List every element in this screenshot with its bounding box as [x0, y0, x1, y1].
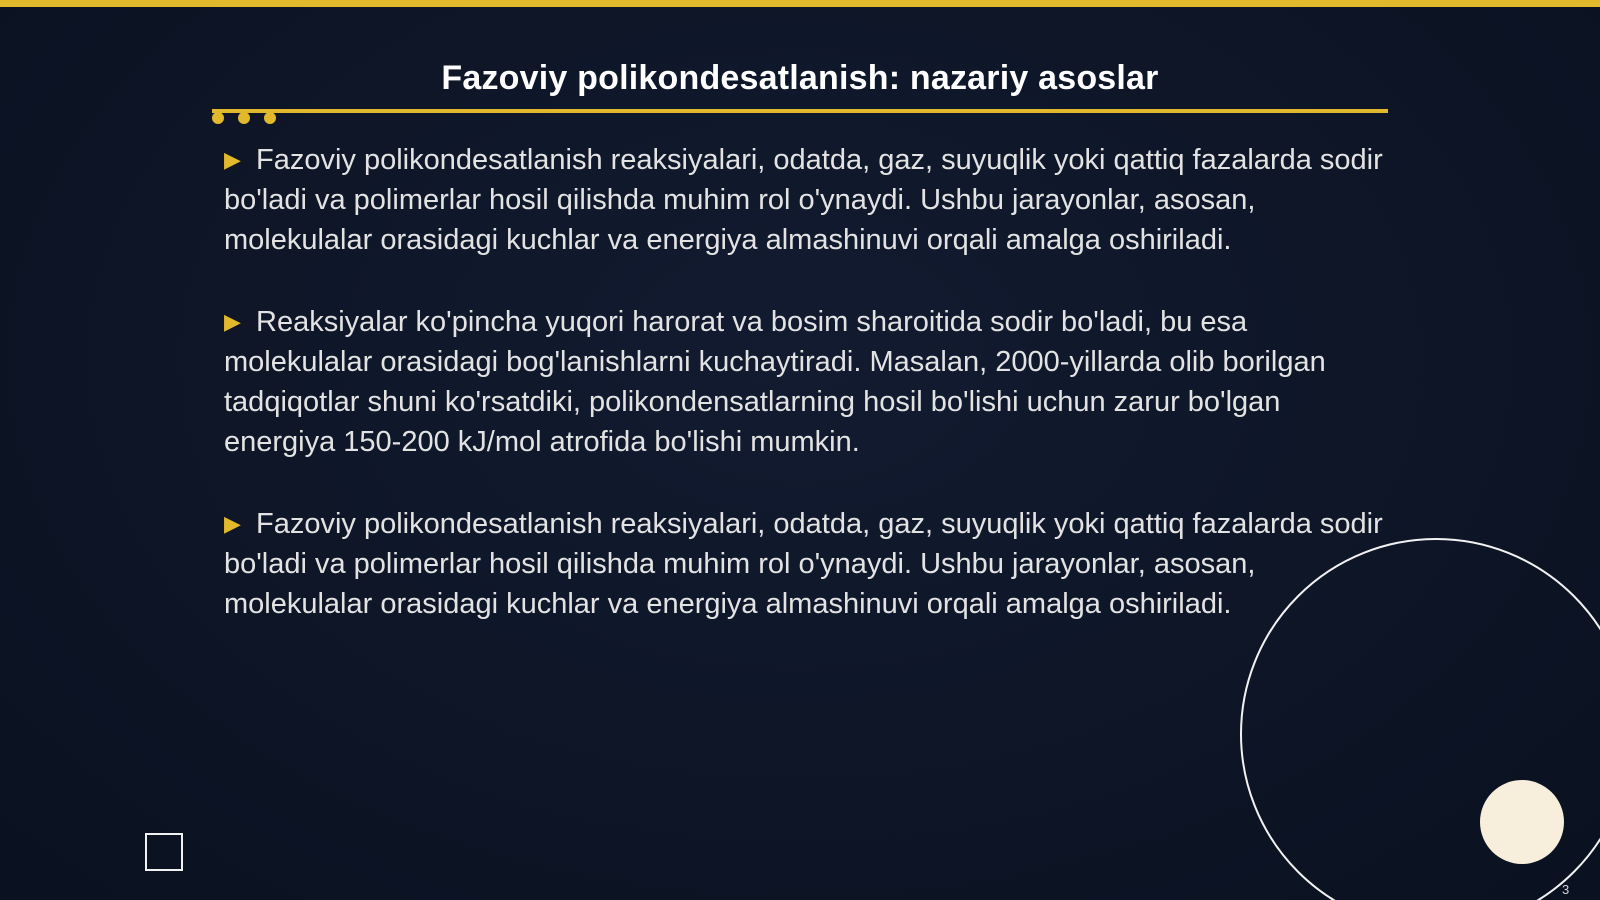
dot-icon: [264, 112, 276, 124]
slide-title: Fazoviy polikondesatlanish: nazariy asoslar: [441, 59, 1159, 97]
decorative-square-icon: [145, 833, 183, 871]
top-accent-bar: [0, 0, 1600, 7]
dot-icon: [212, 112, 224, 124]
decorative-dots: [212, 112, 292, 126]
paragraph-text: Fazoviy polikondesatlanish reaksiyalari, odatda, gaz, suyuqlik yoki qattiq fazalarda sodir bo'ladi va polimerlar hosil qilishda muhim rol o'ynaydi. Ushbu jarayonlar, asosan, molekulalar orasidagi kuchlar va energiya almashinuvi orqali amalga oshiriladi.: [224, 144, 1383, 256]
paragraph-text: Fazoviy polikondesatlanish reaksiyalari, odatda, gaz, suyuqlik yoki qattiq fazalarda sodir bo'ladi va polimerlar hosil qilishda muhim rol o'ynaydi. Ushbu jarayonlar, asosan, molekulalar orasidagi kuchlar va energiya almashinuvi orqali amalga oshiriladi.: [224, 508, 1383, 620]
title-underline: [212, 109, 1388, 113]
bullet-list: [224, 140, 1384, 666]
decorative-filled-circle: [1480, 780, 1564, 864]
bullet-triangle-icon: ▶: [224, 309, 241, 334]
bullet-paragraph-3: [224, 504, 1384, 624]
paragraph-text: Reaksiyalar ko'pincha yuqori harorat va bosim sharoitida sodir bo'ladi, bu esa molekulalar orasidagi bog'lanishlarni kuchaytiradi. Masalan, 2000-yillarda olib borilgan tadqiqotlar shuni ko'rsatdiki, polikondensatlarning hosil bo'lishi uchun zarur bo'lgan energiya 150-200 kJ/mol atrofida bo'lishi mumkin.: [224, 306, 1326, 458]
bullet-triangle-icon: ▶: [224, 147, 241, 172]
dot-icon: [238, 112, 250, 124]
bullet-paragraph-1: [224, 140, 1384, 260]
bullet-triangle-icon: ▶: [224, 511, 241, 536]
bullet-paragraph-2: [224, 302, 1384, 462]
page-number: 3: [1562, 882, 1570, 897]
